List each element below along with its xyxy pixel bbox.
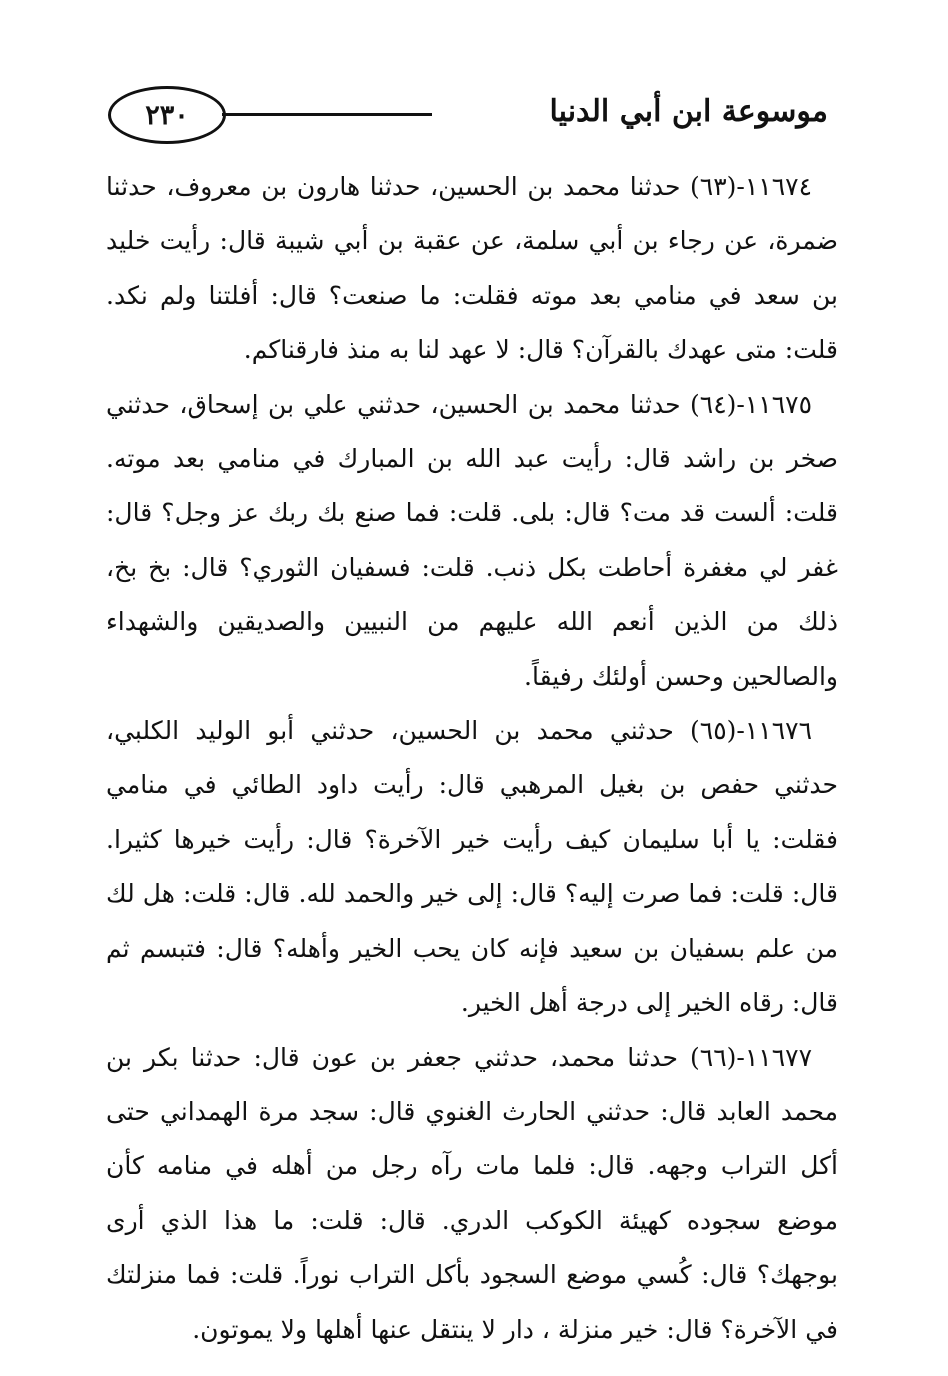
page-number-badge bbox=[108, 86, 226, 144]
hadith-11674: ١١٦٧٤-(٦٣) حدثنا محمد بن الحسين، حدثنا هارون بن معروف، حدثنا ضمرة، عن رجاء بن أبي سلمة، عن عقبة بن أبي شيبة قال: رأيت خليد بن سعد في منامي بعد موته فقلت: ما صنعت؟ قال: أفلتنا ولم نكد. قلت: متى عهدك بالقرآن؟ قال: لا عهد لنا به منذ فارقناكم. bbox=[106, 172, 838, 365]
running-title: موسوعة ابن أبي الدنيا bbox=[549, 94, 828, 129]
hadith-11677: ١١٦٧٧-(٦٦) حدثنا محمد، حدثني جعفر بن عون قال: حدثنا بكر بن محمد العابد قال: حدثني الحارث الغنوي قال: سجد مرة الهمداني حتى أكل التراب وجهه. قال: فلما مات رآه رجل من أهله في منامه كأن موضع سجوده كهيئة الكوكب الدري. قال: قلت: ما هذا الذي أرى بوجهك؟ قال: كُسي موضع السجود بأكل التراب نوراً. قلت: فما منزلتك في الآخرة؟ قال: خير منزلة ، دار لا ينتقل عنها أهلها ولا يموتون. bbox=[106, 1042, 838, 1344]
header-divider bbox=[222, 113, 432, 116]
page-body bbox=[106, 160, 838, 1357]
page-header bbox=[108, 86, 828, 148]
hadith-11676: ١١٦٧٦-(٦٥) حدثني محمد بن الحسين، حدثني أبو الوليد الكلبي، حدثني حفص بن بغيل المرهبي قال: رأيت داود الطائي في منامي فقلت: يا أبا سليمان كيف رأيت خير الآخرة؟ قال: رأيت خيرها كثيرا. قال: قلت: فما صرت إليه؟ قال: إلى خير والحمد لله. قال: قلت: هل لك من علم بسفيان بن سعيد فإنه كان يحب الخير وأهله؟ قال: فتبسم ثم قال: رقاه الخير إلى درجة أهل الخير. bbox=[106, 716, 838, 1018]
hadith-11675: ١١٦٧٥-(٦٤) حدثنا محمد بن الحسين، حدثني علي بن إسحاق، حدثني صخر بن راشد قال: رأيت عبد الله بن المبارك في منامي بعد موته. قلت: ألست قد مت؟ قال: بلى. قلت: فما صنع بك ربك عز وجل؟ قال: غفر لي مغفرة أحاطت بكل ذنب. قلت: فسفيان الثوري؟ قال: بخ بخ، ذلك من الذين أنعم الله عليهم من النبيين والصديقين والشهداء والصالحين وحسن أولئك رفيقاً. bbox=[106, 389, 838, 691]
page-number: ٢٣٠ bbox=[145, 99, 189, 131]
